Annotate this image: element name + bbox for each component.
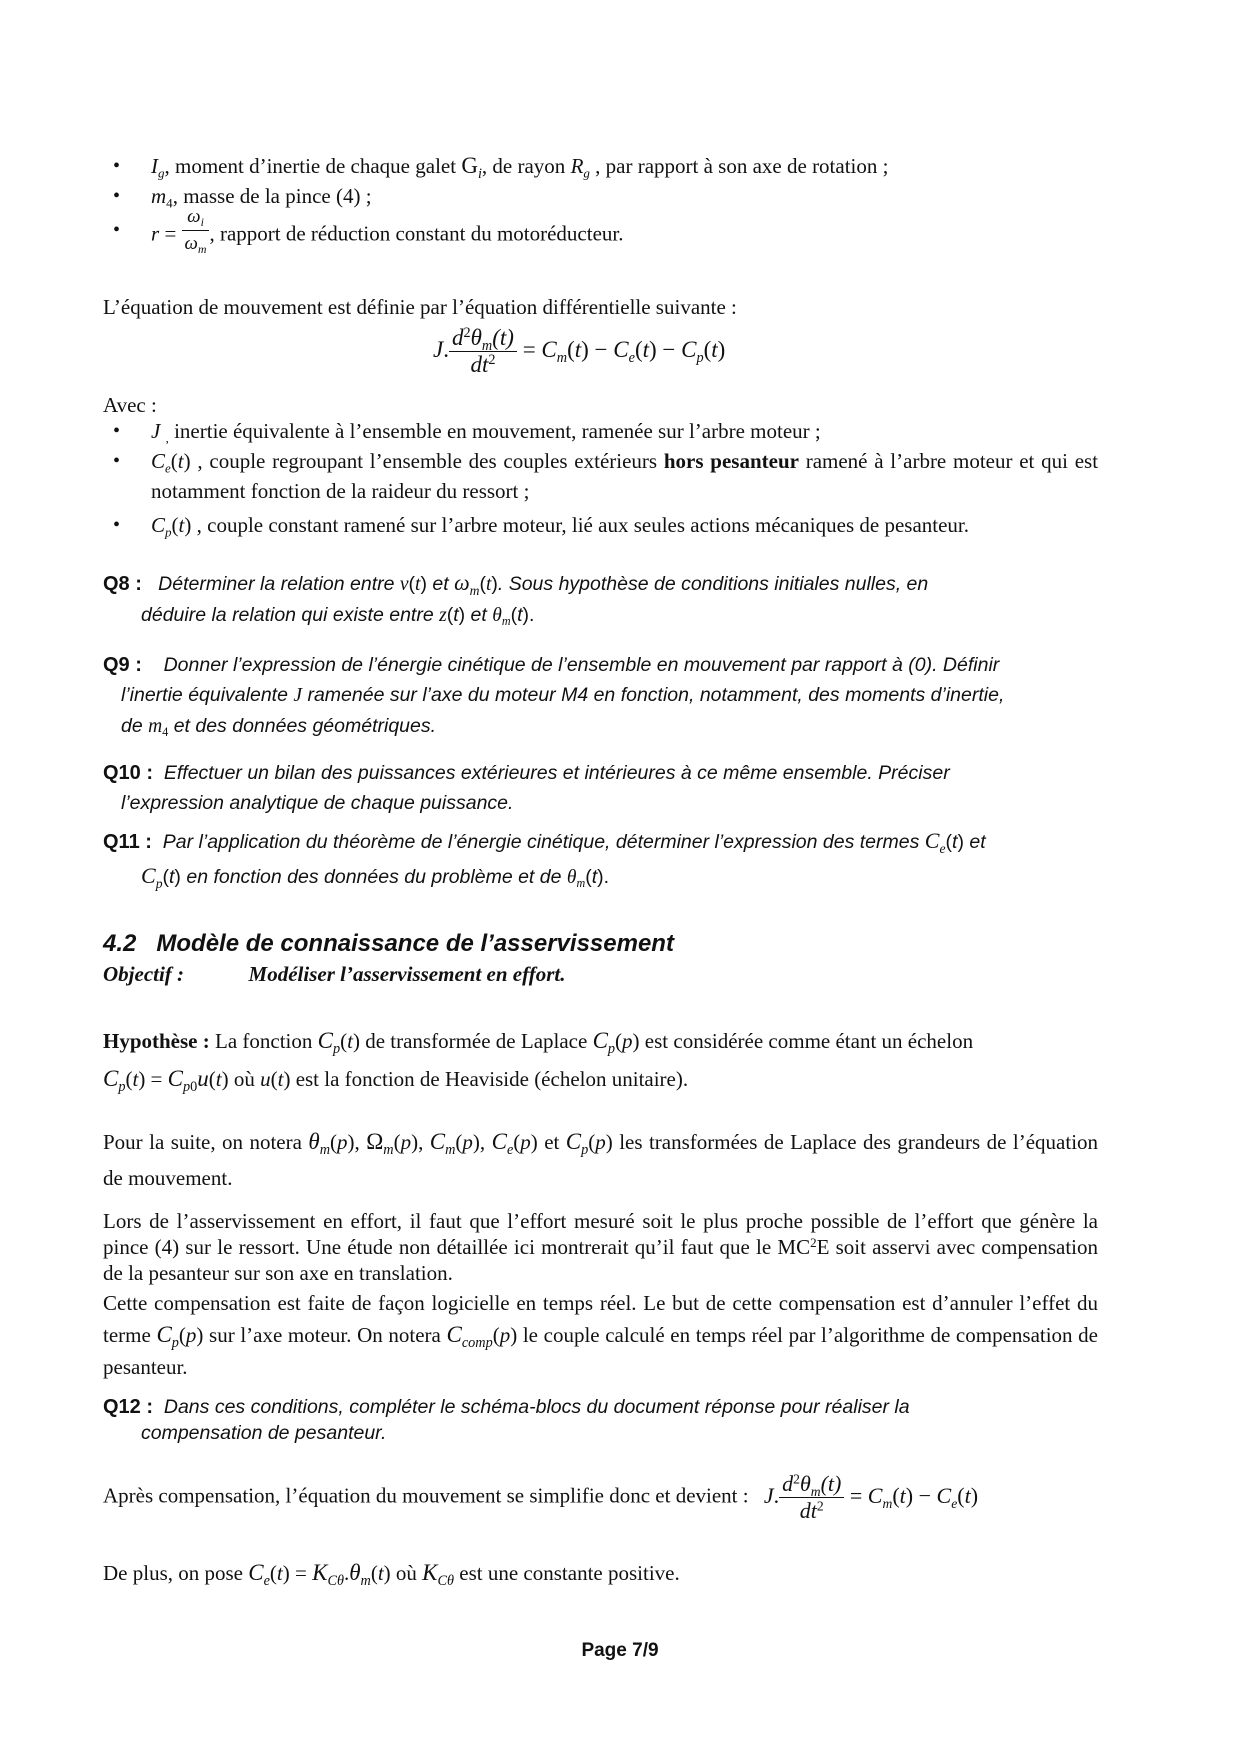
laplace-notation-paragraph: Pour la suite, on notera $\theta_m(p)$, $\Omega_m(p)$, $C_m(p)$, $C_e(p)$ et $C_p(p)$ les transformées de Laplace des grandeurs de l’équation de mouvement. — [103, 1129, 1099, 1190]
avec-list — [103, 416, 1098, 540]
hypothesis-paragraph: Hypothèse : La fonction $C_p(t)$ de transformée de Laplace $C_p(p)$ est considérée comme étant un échelon $C_p(t) = C_{p0}u(t)$ où u(t) est la fonction de Heaviside (échelon unitaire). — [103, 1028, 974, 1095]
list-item: • J $_,$ inertie équivalente à l’ensemble en mouvement, ramenée sur l’arbre moteur ; — [103, 416, 1098, 446]
compensation-paragraph: Cette compensation est faite de façon logicielle en temps réel. Le but de cette compensation est d’annuler l’effet du terme $C_p(p)$ sur l’axe moteur. On notera $C_{comp}(p)$ le couple calculé en temps réel par l’algorithme de compensation de pesanteur. — [103, 1291, 1099, 1379]
equation-intro: L’équation de mouvement est définie par l’équation différentielle suivante : — [103, 295, 737, 319]
parameter-list — [103, 151, 1103, 256]
list-item: • r = $\frac{\omega_i}{\omega_m}$ , rapport de réduction constant du motoréducteur. — [103, 215, 1103, 256]
question-q9: Q9 : Donner l’expression de l’énergie cinétique de l’ensemble en mouvement par rapport à (0). Définir l’inertie équivalente J ramenée sur l’axe du moteur M4 en fonction, notamment, des moments d’inertie, de $m_4$ et des données géométriques. — [103, 654, 1005, 740]
list-item: • $C_e(t)$ , couple regroupant l’ensemble des couples extérieurs hors pesanteur ramené à l’arbre moteur et qui est notamment fonction de la raideur du ressort ; — [103, 446, 1098, 506]
avec-label: Avec : — [103, 393, 157, 417]
list-item: • $I_g$, moment d’inertie de chaque galet $G_i$, de rayon $R_g$ , par rapport à son axe de rotation ; — [103, 151, 1103, 181]
section-title: 4.2 Modèle de connaissance de l’asservissement — [103, 930, 674, 957]
simplified-equation-line: Après compensation, l’équation du mouvement se simplifie donc et devient : J. $\frac{d^2\theta_m(t)}{dt^2}$ = $C_m(t) - C_e(t)$ — [103, 1471, 979, 1523]
question-q11: Q11 : Par l’application du théorème de l’énergie cinétique, déterminer l’expression des termes $C_e(t)$ et $C_p(t)$ en fonction des données du problème et de $\theta_m(t)$. — [103, 828, 986, 891]
control-paragraph: Lors de l’asservissement en effort, il faut que l’effort mesuré soit le plus proche possible de l’effort que génère la pince (4) sur le ressort. Une étude non détaillée ici montrerait qu’il faut que le $MC^2E$ soit asservi avec compensation de la pesanteur sur son axe en translation. — [103, 1209, 1098, 1285]
motion-equation: J. $\frac{d^2\theta_m(t)}{dt^2}$ = $C_m(t) - C_e(t) - C_p(t)$ — [433, 325, 726, 377]
page-number: Page 7/9 — [581, 1640, 659, 1661]
list-item: • $C_p(t)$ , couple constant ramené sur l’arbre moteur, lié aux seules actions mécaniques de pesanteur. — [103, 510, 1098, 540]
objective: Objectif : Modéliser l’asservissement en effort. — [103, 962, 566, 986]
constant-definition: De plus, on pose $C_e(t) = K_{C\theta}.\theta_m(t)$ où $K_{C\theta}$ est une constante positive. — [103, 1560, 680, 1589]
question-q8: Q8 : Déterminer la relation entre v(t) et $\omega_m(t)$. Sous hypothèse de conditions initiales nulles, en déduire la relation qui existe entre z(t) et $\theta_m(t)$. — [103, 570, 929, 629]
question-q12: Q12 : Dans ces conditions, compléter le schéma-blocs du document réponse pour réaliser la compensation de pesanteur. — [103, 1396, 910, 1444]
list-item: • $m_4$, masse de la pince (4) ; — [103, 181, 1103, 211]
question-q10: Q10 : Effectuer un bilan des puissances extérieures et intérieures à ce même ensemble. Préciser l’expression analytique de chaque puissance. — [103, 762, 950, 814]
